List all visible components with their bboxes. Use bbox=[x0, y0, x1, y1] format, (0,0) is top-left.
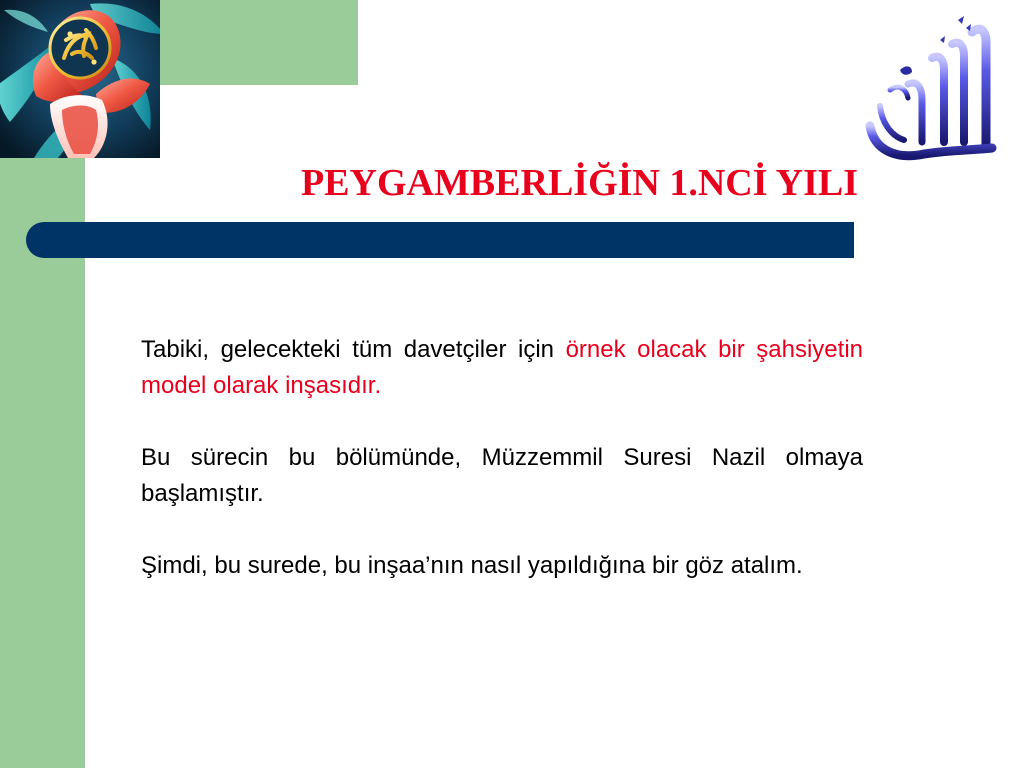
paragraph-1-text: Tabiki, gelecekteki tüm davetçiler için bbox=[141, 336, 566, 363]
paragraph-1-highlight: örnek olacak bir şahsiyetin model olarak inşasıdır. bbox=[141, 336, 864, 399]
allah-calligraphy-icon bbox=[862, 14, 1000, 164]
title-underline-bar bbox=[26, 222, 854, 258]
slide-body bbox=[141, 332, 863, 620]
paragraph-2: Bu sürecin bu bölümünde, Müzzemmil Suresi Nazil olmaya başlamıştır. bbox=[141, 444, 863, 507]
slide-title: PEYGAMBERLİĞİN 1.NCİ YILI bbox=[300, 162, 858, 204]
muhammad-calligraphy-art-icon bbox=[0, 0, 160, 158]
paragraph-1 bbox=[141, 332, 863, 404]
paragraph-3: Şimdi, bu surede, bu inşaa’nın nasıl yapıldığına bir göz atalım. bbox=[141, 552, 803, 579]
